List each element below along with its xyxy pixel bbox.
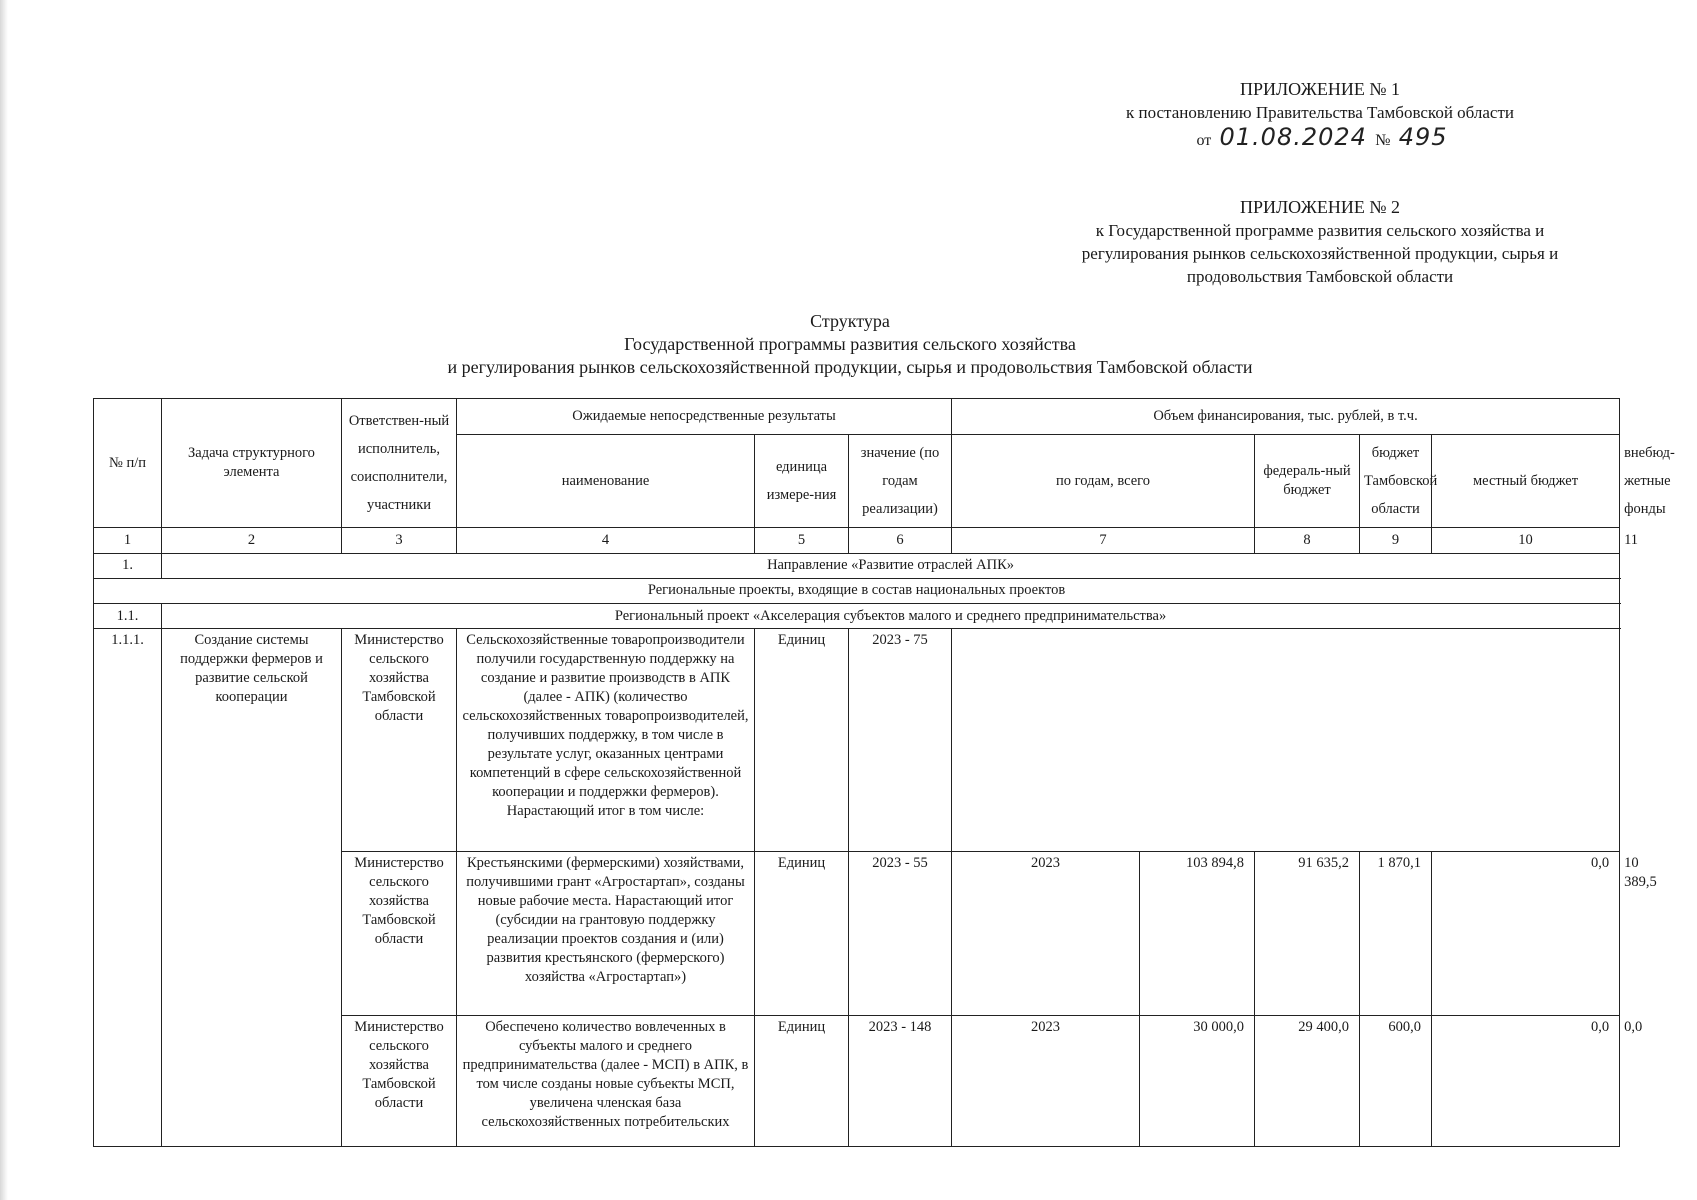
appendix-1-date-line [1080, 123, 1560, 152]
document-title [380, 310, 1320, 379]
section-subheader-row [94, 578, 1620, 603]
item-3-local: 0,0 [1432, 1016, 1620, 1147]
table-row-item-2: Министерство сельского хозяйства Тамбовской области Крестьянскими (фермерскими) хозяйствами, получившими грант «Агростартап», созданы новые рабочие места. Нарастающий итог (субсидии на грантовую поддержку реализации проектов создания и (или) развития крестьянского (фермерского) хозяйства «Агростартап») Единиц 2023 - 55 2023 103 894,8 91 635,2 1 870,1 0,0 10 389,5 [94, 852, 1620, 1016]
appendix-2-title: ПРИЛОЖЕНИЕ № 2 [1239, 197, 1401, 217]
section-row-1-1 [94, 604, 1620, 629]
header-unit: единица измере-ния [755, 434, 849, 528]
section-1-num: 1. [94, 553, 162, 578]
section-1-1-title: Региональный проект «Акселерация субъектов малого и среднего предпринимательства» [162, 604, 1620, 629]
item-2-local: 0,0 [1432, 852, 1620, 1016]
item-1-funding-empty [952, 629, 1620, 852]
number-prefix: № [1375, 132, 1391, 149]
item-2-name: Крестьянскими (фермерскими) хозяйствами, получившими грант «Агростартап», созданы новые рабочие места. Нарастающий итог (субсидии на грантовую поддержку реализации проектов создания и (или) развития крестьянского (фермерского) хозяйства «Агростартап») [457, 852, 755, 1016]
table-row-item-3: Министерство сельского хозяйства Тамбовской области Обеспечено количество вовлеченных в субъекты малого и среднего предпринимательства (далее - МСП) в АПК, в том числе созданы новые субъекты МСП, увеличена членская база сельскохозяйственных потребительских Единиц 2023 - 148 2023 30 000,0 29 400,0 600,0 0,0 0,0 [94, 1016, 1620, 1147]
col-number-2: 2 [162, 528, 342, 553]
item-2-responsible: Министерство сельского хозяйства Тамбовской области [342, 852, 457, 1016]
structure-table [93, 398, 1675, 1147]
header-responsible: Ответствен-ный исполнитель, соисполнители, участники [342, 399, 457, 528]
col-number-1: 1 [94, 528, 162, 553]
col-number-4: 4 [457, 528, 755, 553]
item-3-name: Обеспечено количество вовлеченных в субъекты малого и среднего предпринимательства (далее - МСП) в АПК, в том числе созданы новые субъекты МСП, увеличена членская база сельскохозяйственных потребительских [457, 1016, 755, 1147]
header-results: Ожидаемые непосредственные результаты [457, 399, 952, 435]
section-1-title: Направление «Развитие отраслей АПК» [162, 553, 1620, 578]
document-title-line-3: и регулирования рынков сельскохозяйственной продукции, сырья и продовольствия Тамбовской области [447, 357, 1253, 377]
row-task: Создание системы поддержки фермеров и развитие сельской кооперации [162, 629, 342, 1147]
section-1-subtitle: Региональные проекты, входящие в состав национальных проектов [94, 578, 1620, 603]
item-3-federal: 29 400,0 [1255, 1016, 1360, 1147]
item-3-total: 30 000,0 [1140, 1016, 1255, 1147]
appendix-2-line-3: продовольствия Тамбовской области [1186, 267, 1454, 286]
section-row-1 [94, 553, 1620, 578]
col-number-7: 7 [952, 528, 1255, 553]
appendix-2-line-2: регулирования рынков сельскохозяйственной продукции, сырья и [1081, 244, 1559, 263]
header-task: Задача структурного элемента [162, 399, 342, 528]
item-1-value: 2023 - 75 [849, 629, 952, 852]
item-3-unit: Единиц [755, 1016, 849, 1147]
document-title-line-2: Государственной программы развития сельского хозяйства [624, 334, 1076, 354]
document-title-line-1: Структура [810, 311, 890, 331]
appendix-1-title: ПРИЛОЖЕНИЕ № 1 [1239, 79, 1401, 99]
col-number-6: 6 [849, 528, 952, 553]
column-number-row: 1 2 3 4 5 6 7 8 9 10 11 [94, 528, 1620, 553]
section-1-1-num: 1.1. [94, 604, 162, 629]
item-2-year: 2023 [952, 852, 1140, 1016]
appendix-1-subtitle: к постановлению Правительства Тамбовской области [1125, 103, 1515, 122]
item-3-responsible: Министерство сельского хозяйства Тамбовской области [342, 1016, 457, 1147]
header-regional: бюджет Тамбовской области [1360, 434, 1432, 528]
item-1-responsible: Министерство сельского хозяйства Тамбовской области [342, 629, 457, 852]
handwritten-number: 495 [1398, 123, 1448, 151]
item-1-unit: Единиц [755, 629, 849, 852]
handwritten-date: 01.08.2024 [1219, 123, 1367, 151]
appendix-1-block [1080, 78, 1560, 152]
item-2-unit: Единиц [755, 852, 849, 1016]
header-name: наименование [457, 434, 755, 528]
header-local: местный бюджет [1432, 434, 1620, 528]
item-2-regional: 1 870,1 [1360, 852, 1432, 1016]
header-funding: Объем финансирования, тыс. рублей, в т.ч. [952, 399, 1620, 435]
item-2-federal: 91 635,2 [1255, 852, 1360, 1016]
col-number-3: 3 [342, 528, 457, 553]
col-number-5: 5 [755, 528, 849, 553]
item-3-value: 2023 - 148 [849, 1016, 952, 1147]
item-2-value: 2023 - 55 [849, 852, 952, 1016]
date-prefix: от [1196, 132, 1212, 149]
item-2-total: 103 894,8 [1140, 852, 1255, 1016]
col-number-10: 10 [1432, 528, 1620, 553]
header-value: значение (по годам реализации) [849, 434, 952, 528]
header-num: № п/п [94, 399, 162, 528]
appendix-2-block [1030, 196, 1610, 288]
appendix-2-line-1: к Государственной программе развития сельского хозяйства и [1095, 221, 1545, 240]
col-number-9: 9 [1360, 528, 1432, 553]
scan-edge [0, 0, 8, 1200]
table-header-row-1 [94, 399, 1620, 435]
header-federal: федераль-ный бюджет [1255, 434, 1360, 528]
item-3-regional: 600,0 [1360, 1016, 1432, 1147]
table-row-item-1 [94, 629, 1620, 852]
col-number-8: 8 [1255, 528, 1360, 553]
item-1-name: Сельскохозяйственные товаропроизводители получили государственную поддержку на создание и развитие производств в АПК (далее - АПК) (количество сельскохозяйственных товаропроизводителей, получивших поддержку, в том числе в результате услуг, оказанных центрами компетенций в сфере сельскохозяйственной кооперации и поддержки фермеров). Нарастающий итог в том числе: [457, 629, 755, 852]
row-num: 1.1.1. [94, 629, 162, 1147]
header-by-years: по годам, всего [952, 434, 1255, 528]
item-3-year: 2023 [952, 1016, 1140, 1147]
table-header-row-2: наименование единица измере-ния значение (по годам реализации) по годам, всего федераль-ный бюджет бюджет Тамбовской области местный бюджет внебюд-жетные фонды [94, 434, 1620, 528]
